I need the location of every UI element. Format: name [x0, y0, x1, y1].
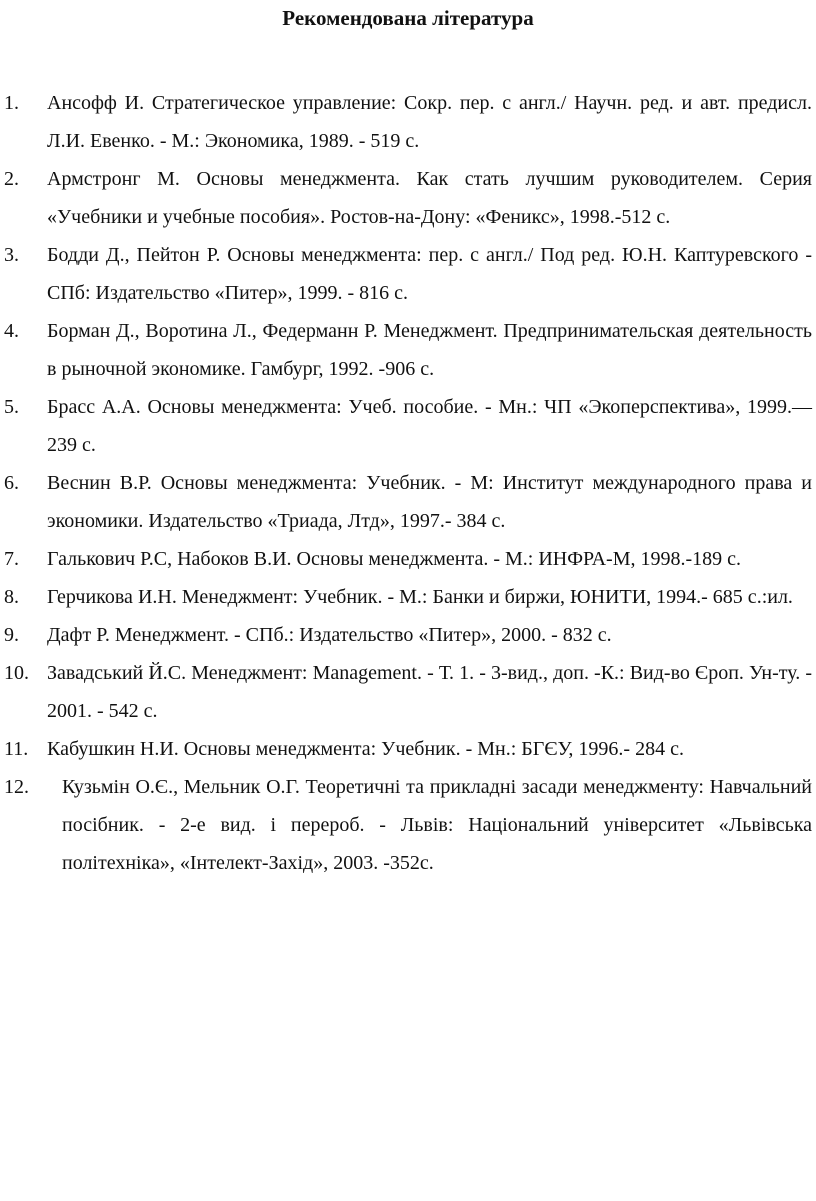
reference-item: [0, 388, 816, 464]
references-list: [0, 84, 816, 882]
reference-number: 2.: [4, 168, 19, 190]
reference-item: [0, 768, 816, 882]
reference-text: Галькович Р.С, Набоков В.И. Основы менеджмента. - М.: ИНФРА-М, 1998.-189 с.: [47, 548, 742, 570]
reference-number: 11.: [4, 738, 29, 760]
reference-number: 5.: [4, 396, 19, 418]
reference-number: 10.: [4, 662, 29, 684]
reference-number: 9.: [4, 624, 19, 646]
reference-item: [0, 464, 816, 540]
reference-text: Кузьмін О.Є., Мельник О.Г. Теоретичні та прикладні засади менеджменту: Навчальний посібник. - 2-е вид. і перероб. - Львів: Національний університет «Львівська політехніка», «Інтелект-Захід», 2003. -352с.: [62, 776, 812, 874]
reference-text: Борман Д., Воротина Л., Федерманн Р. Менеджмент. Предпринимательская деятельность в рыночной экономике. Гамбург, 1992. -906 с.: [47, 320, 812, 380]
reference-number: 6.: [4, 472, 19, 494]
reference-number: 7.: [4, 548, 19, 570]
reference-text: Брасс А.А. Основы менеджмента: Учеб. пособие. - Мн.: ЧП «Экоперспектива», 1999.—239 с.: [47, 396, 812, 456]
reference-item: [0, 236, 816, 312]
reference-text: Бодди Д., Пейтон Р. Основы менеджмента: пер. с англ./ Под ред. Ю.Н. Каптуревского - СПб: Издательство «Питер», 1999. - 816 с.: [47, 244, 812, 304]
reference-text: Герчикова И.Н. Менеджмент: Учебник. - М.: Банки и биржи, ЮНИТИ, 1994.- 685 с.:ил.: [47, 586, 793, 608]
reference-number: 1.: [4, 92, 19, 114]
reference-item: [0, 654, 816, 730]
reference-item: [0, 160, 816, 236]
reference-text: Завадський Й.С. Менеджмент: Management. - Т. 1. - 3-вид., доп. -К.: Вид-во Єроп. Ун-ту. - 2001. - 542 с.: [47, 662, 812, 722]
reference-item: [0, 616, 816, 654]
reference-text: Кабушкин Н.И. Основы менеджмента: Учебник. - Мн.: БГЄУ, 1996.- 284 с.: [47, 738, 684, 760]
reference-text: Ансофф И. Стратегическое управление: Сокр. пер. с англ./ Научн. ред. и авт. предисл. Л.И. Евенко. - М.: Экономика, 1989. - 519 с.: [47, 92, 812, 152]
reference-item: [0, 540, 816, 578]
page-title: Рекомендована література: [282, 6, 534, 30]
reference-number: 4.: [4, 320, 19, 342]
reference-number: 3.: [4, 244, 19, 266]
reference-number: 8.: [4, 586, 19, 608]
reference-item: [0, 578, 816, 616]
reference-number: 12.: [4, 776, 29, 798]
reference-text: Веснин В.Р. Основы менеджмента: Учебник. - М: Институт международного права и экономики. Издательство «Триада, Лтд», 1997.- 384 с.: [47, 472, 812, 532]
reference-item: [0, 84, 816, 160]
reference-item: [0, 312, 816, 388]
reference-item: [0, 730, 816, 768]
reference-text: Армстронг М. Основы менеджмента. Как стать лучшим руководителем. Серия «Учебники и учебные пособия». Ростов-на-Дону: «Феникс», 1998.-512 с.: [47, 168, 812, 228]
reference-text: Дафт Р. Менеджмент. - СПб.: Издательство «Питер», 2000. - 832 с.: [47, 624, 612, 646]
